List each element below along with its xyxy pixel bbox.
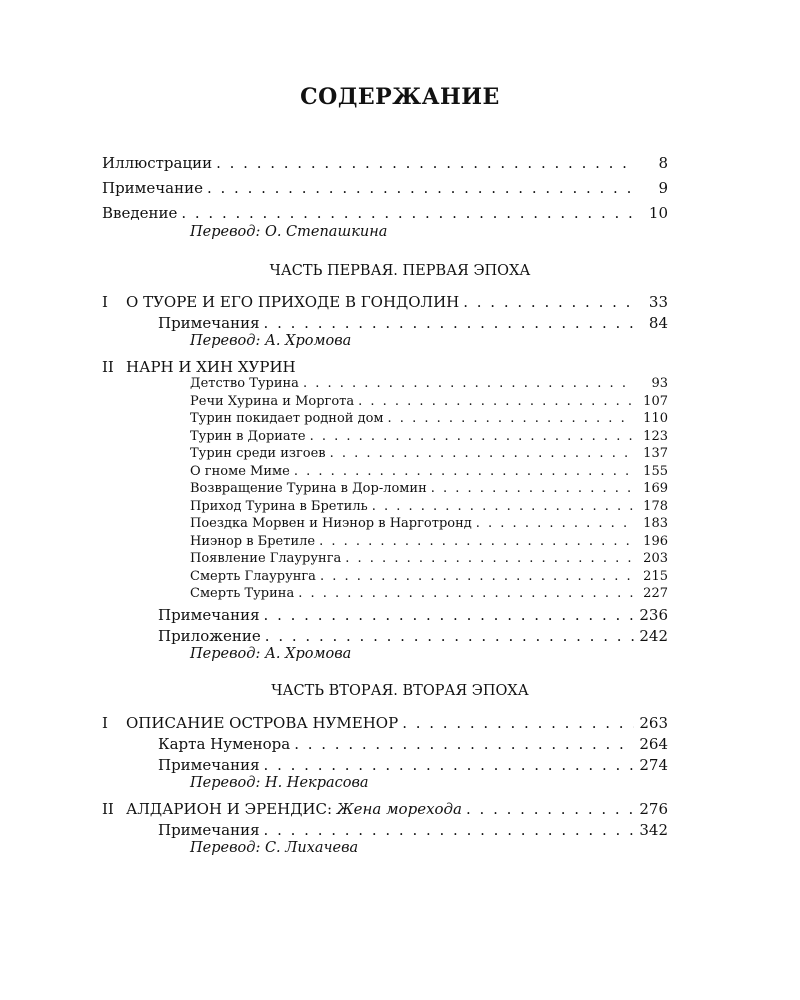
toc-entry-label: Турин покидает родной дом xyxy=(190,411,384,426)
leader-dots xyxy=(264,756,634,774)
leader-dots xyxy=(310,429,634,444)
toc-section-entry[interactable] xyxy=(190,499,668,514)
leader-dots xyxy=(294,464,634,479)
toc-entry-label: Смерть Турина xyxy=(190,586,295,601)
toc-entry-label: Ниэнор в Бретиле xyxy=(190,533,316,549)
toc-entry-page: 169 xyxy=(643,481,668,496)
toc-section-entry[interactable] xyxy=(190,411,668,426)
toc-section-entry[interactable] xyxy=(190,551,668,566)
toc-entry-note[interactable] xyxy=(102,179,668,197)
chapter-number: I xyxy=(102,293,108,311)
toc-section-entry[interactable] xyxy=(190,586,668,601)
chapter-number: I xyxy=(102,714,108,732)
toc-entry-page: 242 xyxy=(639,627,668,645)
chapter-title-text: НАРН И ХИН ХУРИН xyxy=(126,358,296,376)
leader-dots xyxy=(372,499,634,514)
toc-entry-page: 93 xyxy=(651,376,668,391)
toc-entry-label: Примечание xyxy=(102,179,203,197)
translator-credit: Перевод: С. Лихачева xyxy=(190,840,359,856)
toc-entry-page: 203 xyxy=(643,551,668,566)
toc-entry-page: 137 xyxy=(643,446,668,461)
toc-entry-page: 110 xyxy=(643,411,668,426)
toc-entry-label: Турин в Дориате xyxy=(190,428,306,444)
toc-entry-label: Детство Турина xyxy=(190,376,299,391)
toc-chapter-numenor[interactable] xyxy=(102,714,668,732)
part-heading: ЧАСТЬ ПЕРВАЯ. ПЕРВАЯ ЭПОХА xyxy=(269,263,531,279)
toc-entry-page: 215 xyxy=(643,568,668,584)
toc-section-entry[interactable] xyxy=(190,534,668,549)
toc-entry-page: 8 xyxy=(658,154,668,172)
toc-entry-label: О гноме Миме xyxy=(190,463,290,479)
leader-dots xyxy=(265,627,634,645)
toc-entry-page: 236 xyxy=(639,606,668,624)
leader-dots xyxy=(330,446,634,461)
chapter-number: II xyxy=(102,358,114,376)
leader-dots xyxy=(476,516,634,531)
toc-entry-notes[interactable] xyxy=(158,314,668,332)
toc-section-entry[interactable] xyxy=(190,394,668,409)
toc-entry-label: Приход Турина в Бретиль xyxy=(190,498,368,514)
toc-entry-label: Речи Хурина и Моргота xyxy=(190,393,355,409)
toc-entry-label: Примечания xyxy=(158,756,260,774)
chapter-title xyxy=(102,293,459,311)
leader-dots xyxy=(388,411,634,426)
toc-entry-label: Смерть Глаурунга xyxy=(190,568,316,584)
toc-section-entry[interactable] xyxy=(190,516,668,531)
toc-entry-page: 276 xyxy=(639,800,668,818)
toc-chapter-tuor[interactable] xyxy=(102,293,668,311)
toc-entry-label: Карта Нуменора xyxy=(158,735,291,753)
toc-entry-page: 264 xyxy=(639,735,668,753)
toc-entry-page: 196 xyxy=(643,533,668,549)
chapter-title xyxy=(102,800,462,818)
toc-entry-page: 342 xyxy=(639,821,668,839)
translator-credit: Перевод: Н. Некрасова xyxy=(190,775,369,791)
toc-section-entry[interactable] xyxy=(190,464,668,479)
toc-entry-page: 84 xyxy=(648,314,668,332)
toc-entry-page: 227 xyxy=(643,586,668,601)
toc-entry-page: 10 xyxy=(648,204,668,222)
toc-section-entry[interactable] xyxy=(190,481,668,496)
translator-credit: Перевод: А. Хромова xyxy=(190,333,352,349)
toc-entry-page: 9 xyxy=(658,179,668,197)
leader-dots xyxy=(431,481,634,496)
toc-section-entry[interactable] xyxy=(190,376,668,391)
toc-section-entry[interactable] xyxy=(190,429,668,444)
toc-entry-notes[interactable] xyxy=(158,756,668,774)
leader-dots xyxy=(207,179,634,197)
leader-dots xyxy=(463,293,634,311)
leader-dots xyxy=(216,154,634,172)
leader-dots xyxy=(264,314,634,332)
leader-dots xyxy=(345,551,634,566)
toc-entry-page: 123 xyxy=(643,428,668,444)
chapter-number: II xyxy=(102,800,114,818)
leader-dots xyxy=(264,606,634,624)
chapter-title xyxy=(102,714,398,732)
toc-entry-label: Иллюстрации xyxy=(102,154,213,172)
toc-chapter-aldarion[interactable] xyxy=(102,800,668,818)
chapter-title xyxy=(102,358,296,376)
leader-dots xyxy=(319,534,634,549)
toc-entry-label: Турин среди изгоев xyxy=(190,446,326,461)
toc-entry-label: Введение xyxy=(102,204,178,222)
translator-credit: Перевод: О. Степашкина xyxy=(190,224,388,240)
leader-dots xyxy=(358,394,634,409)
toc-entry-map[interactable] xyxy=(158,735,668,753)
toc-entry-appendix[interactable] xyxy=(158,627,668,645)
chapter-title-text: АЛДАРИОН И ЭРЕНДИС: xyxy=(126,800,333,818)
toc-entry-page: 178 xyxy=(643,498,668,514)
leader-dots xyxy=(402,714,634,732)
leader-dots xyxy=(303,376,634,391)
toc-section-entry[interactable] xyxy=(190,446,668,461)
toc-entry-label: Примечания xyxy=(158,606,260,624)
toc-entry-label: Приложение xyxy=(158,627,261,645)
toc-entry-page: 33 xyxy=(648,293,668,311)
page-title: СОДЕРЖАНИЕ xyxy=(300,84,500,110)
toc-entry-page: 274 xyxy=(639,756,668,774)
leader-dots xyxy=(294,735,634,753)
leader-dots xyxy=(264,821,634,839)
chapter-title-text: ОПИСАНИЕ ОСТРОВА НУМЕНОР xyxy=(126,714,399,732)
chapter-subtitle: Жена морехода xyxy=(336,800,463,818)
chapter-title-text: О ТУОРЕ И ЕГО ПРИХОДЕ В ГОНДОЛИН xyxy=(126,293,460,311)
toc-section-entry[interactable] xyxy=(190,569,668,584)
toc-entry-page: 155 xyxy=(643,463,668,479)
toc-entry-label: Поездка Морвен и Ниэнор в Нарготронд xyxy=(190,516,472,531)
leader-dots xyxy=(181,204,634,222)
toc-entry-notes[interactable] xyxy=(158,606,668,624)
toc-entry-notes[interactable] xyxy=(158,821,668,839)
part-heading: ЧАСТЬ ВТОРАЯ. ВТОРАЯ ЭПОХА xyxy=(271,683,529,699)
toc-entry-page: 107 xyxy=(643,393,668,409)
toc-entry-label: Примечания xyxy=(158,821,260,839)
leader-dots xyxy=(298,586,634,601)
toc-entry-introduction[interactable] xyxy=(102,204,668,222)
toc-entry-illustrations[interactable] xyxy=(102,154,668,172)
toc-chapter-narn[interactable] xyxy=(102,358,668,376)
toc-entry-label: Появление Глаурунга xyxy=(190,551,342,566)
translator-credit: Перевод: А. Хромова xyxy=(190,646,352,662)
leader-dots xyxy=(466,800,634,818)
toc-entry-page: 263 xyxy=(639,714,668,732)
toc-entry-label: Возвращение Турина в Дор-ломин xyxy=(190,481,427,496)
leader-dots xyxy=(320,569,634,584)
toc-entry-label: Примечания xyxy=(158,314,260,332)
toc-entry-page: 183 xyxy=(643,516,668,531)
